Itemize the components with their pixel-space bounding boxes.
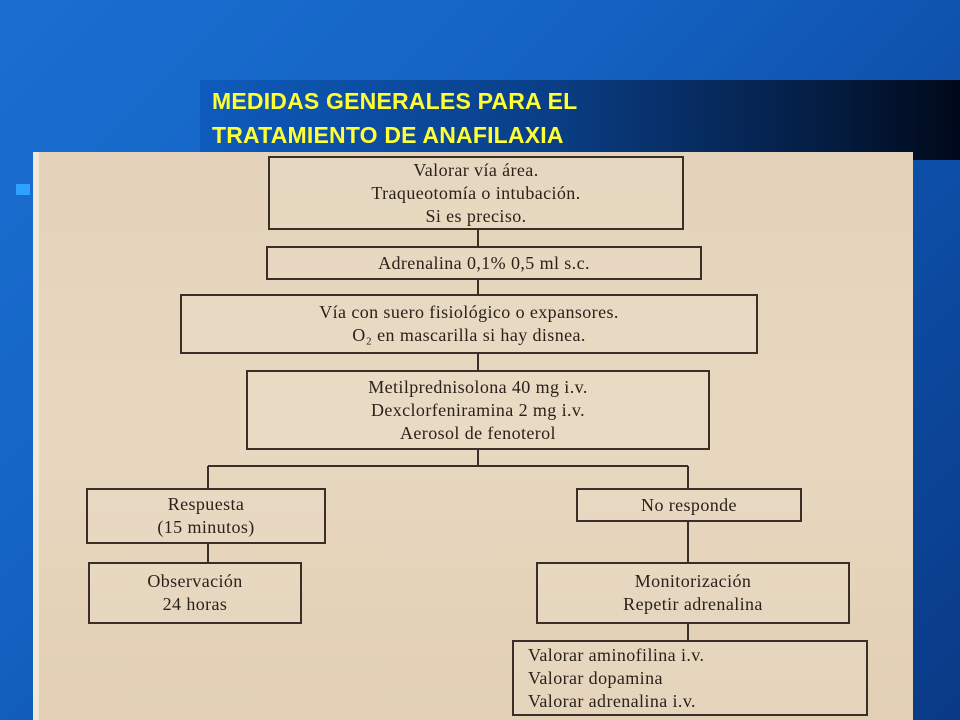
branch-valorar-line-2: Valorar dopamina bbox=[528, 667, 663, 688]
branch-valorar-line-3: Valorar adrenalina i.v. bbox=[528, 690, 696, 711]
branch-observacion-line-1: Observación bbox=[147, 571, 243, 591]
branch-respuesta bbox=[86, 488, 326, 544]
title-line-1: MEDIDAS GENERALES PARA EL bbox=[212, 88, 578, 114]
step-suero bbox=[180, 294, 758, 354]
step-via-aerea-line-2: Traqueotomía o intubación. bbox=[371, 182, 581, 203]
branch-no-responde bbox=[576, 488, 802, 522]
branch-no-responde-line-1: No responde bbox=[641, 494, 737, 515]
step-farmacos-line-3: Aerosol de fenoterol bbox=[400, 422, 556, 443]
step-suero-line-2: O₂ en mascarilla si hay disnea. bbox=[352, 325, 586, 345]
step-farmacos-line-1: Metilprednisolona 40 mg i.v. bbox=[368, 376, 588, 397]
branch-respuesta-line-2: (15 minutos) bbox=[157, 517, 255, 537]
branch-respuesta-line-1: Respuesta bbox=[167, 494, 245, 514]
step-via-aerea-line-3: Si es preciso. bbox=[425, 205, 527, 226]
branch-observacion-line-2: 24 horas bbox=[162, 594, 228, 614]
step-farmacos-line-2: Dexclorfeniramina 2 mg i.v. bbox=[370, 399, 586, 420]
branch-monitorizacion-line-1: Monitorización bbox=[634, 571, 752, 591]
title-line-2: TRATAMIENTO DE ANAFILAXIA bbox=[212, 122, 564, 148]
branch-observacion bbox=[88, 562, 302, 624]
step-via-aerea bbox=[268, 156, 684, 230]
step-suero-line-1: Vía con suero fisiológico o expansores. bbox=[319, 302, 619, 322]
branch-monitorizacion-line-2: Repetir adrenalina bbox=[623, 594, 763, 614]
step-farmacos bbox=[246, 370, 710, 450]
step-adrenalina-line-1: Adrenalina 0,1% 0,5 ml s.c. bbox=[378, 252, 590, 273]
step-adrenalina bbox=[266, 246, 702, 280]
branch-monitorizacion bbox=[536, 562, 850, 624]
branch-valorar-line-1: Valorar aminofilina i.v. bbox=[528, 644, 705, 665]
step-via-aerea-line-1: Valorar vía área. bbox=[413, 159, 539, 180]
branch-valorar bbox=[512, 640, 868, 716]
